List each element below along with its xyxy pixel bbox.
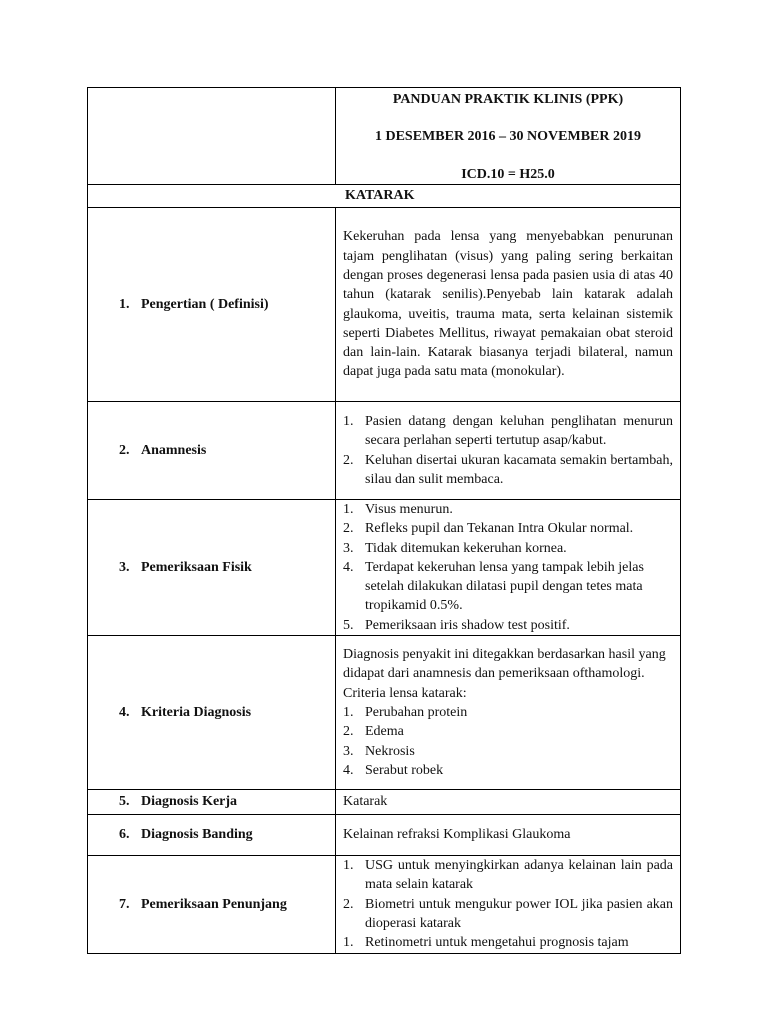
row-number: 2. [119,442,130,458]
row-label [88,815,336,856]
row-label [88,402,336,500]
row-label-text: Diagnosis Banding [141,827,253,843]
anamnesis-list [343,412,673,489]
row-label [88,856,336,953]
row-label [88,500,336,636]
table-row [88,856,681,953]
list-item: 1. Visus menurun. [343,502,453,517]
row-label [88,790,336,815]
table-row [88,208,681,402]
header-left-cell [88,88,336,185]
supporting-exam-list [343,856,673,952]
category-title: KATARAK [88,185,681,208]
list-item: 3. Nekrosis [343,743,415,759]
row-number: 7. [119,896,130,912]
row-number: 5. [119,794,130,810]
row-label-text: Kriteria Diagnosis [141,704,252,720]
row-label-text: Pengertian ( Definisi) [141,296,269,312]
row-label [88,636,336,790]
row-content [336,856,681,953]
row-content [336,636,681,790]
table-row [88,402,681,500]
row-label-text: Pemeriksaan Penunjang [141,896,287,912]
list-item: 1. USG untuk menyingkirkan adanya kelainan lain pada mata selain katarak [343,858,673,893]
row-content [336,208,681,402]
row-content [336,402,681,500]
diagnosis-intro: Diagnosis penyakit ini ditegakkan berdasarkan hasil yang didapat dari anamnesis dan pemeriksaan ofthamologi. [343,647,666,682]
working-diagnosis: Katarak [343,794,388,810]
table-row [88,500,681,636]
list-item: 4. Serabut robek [343,762,444,778]
document-title: PANDUAN PRAKTIK KLINIS (PPK) [392,92,624,108]
validity-dates: 1 DESEMBER 2016 – 30 NOVEMBER 2019 [374,129,642,145]
icd-code: ICD.10 = H25.0 [461,166,555,182]
differential-diagnosis: Kelainan refraksi Komplikasi Glaukoma [343,827,571,843]
row-content [336,790,681,815]
row-label [88,208,336,402]
row-content [336,500,681,636]
row-number: 6. [119,827,130,843]
list-item: 4. Terdapat kekeruhan lensa yang tampak lebih jelas setelah dilakukan dilatasi pupil dengan tetes mata tropikamid 0.5%. [343,559,644,614]
table-row [88,790,681,815]
list-item: 2. Refleks pupil dan Tekanan Intra Okular normal. [343,521,634,537]
row-label-text: Anamnesis [141,442,207,458]
criteria-subheading: Criteria lensa katarak: [343,685,467,701]
list-item: 2. Edema [343,724,404,740]
list-item: 2. Biometri untuk mengukur power IOL jika pasien akan dioperasi katarak [343,896,673,931]
list-item: 1. Pasien datang dengan keluhan penglihatan menurun secara perlahan seperti tertutup asap/kabut. [343,413,673,449]
row-label-text: Diagnosis Kerja [141,794,238,810]
header-cell [336,88,681,185]
list-item: 1. Perubahan protein [343,704,468,720]
list-item: 3. Tidak ditemukan kekeruhan kornea. [343,540,567,556]
row-number: 1. [119,296,130,312]
row-number: 3. [119,559,130,575]
definition-text: Kekeruhan pada lensa yang menyebabkan penurunan tajam penglihatan (visus) yang paling sering berkaitan dengan proses degenerasi lensa pada pasien usia di atas 40 tahun (katarak senilis).Penyebab lain katarak adalah glaukoma, uveitis, trauma mata, serta kelainan sistemik seperti Diabetes Mellitus, riwayat pemakaian obat steroid dan lain-lain. Katarak biasanya terjadi bilateral, namun dapat juga pada satu mata (monokular). [343,229,673,380]
list-item: 2. Keluhan disertai ukuran kacamata semakin bertambah, silau dan sulit membaca. [343,452,673,487]
list-item: 1. Retinometri untuk mengetahui prognosis tajam [343,935,629,951]
row-number: 4. [119,704,130,720]
row-content [336,815,681,856]
criteria-list [343,703,673,780]
category-row [88,185,681,208]
list-item: 5. Pemeriksaan iris shadow test positif. [343,617,570,633]
table-row [88,636,681,790]
ppk-table [87,87,681,954]
row-label-text: Pemeriksaan Fisik [141,559,252,575]
header-row [88,88,681,185]
table-row [88,815,681,856]
physical-exam-list [343,500,673,635]
